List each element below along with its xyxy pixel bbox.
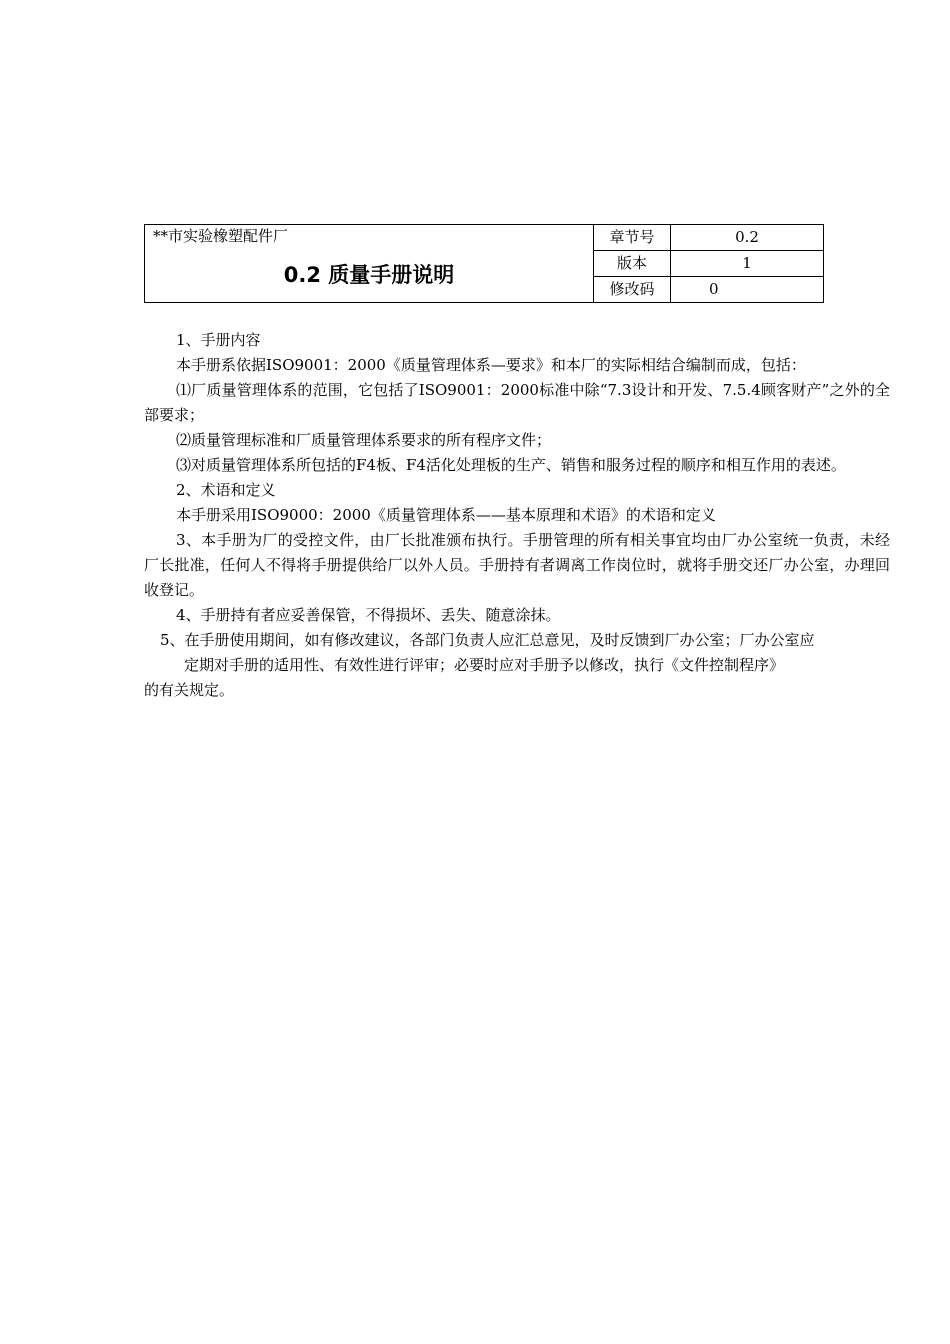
paragraph-continuation: 定期对手册的适用性、有效性进行评审；必要时应对手册予以修改，执行《文件控制程序》 <box>184 656 785 674</box>
version-label: 版本 <box>594 251 671 277</box>
revision-code-value: 0 <box>671 277 824 303</box>
paragraph: 本手册采用ISO9000：2000《质量管理体系——基本原理和术语》的术语和定义 <box>176 506 716 524</box>
document-header-table <box>144 224 824 303</box>
paragraph: 4、手册持有者应妥善保管，不得损坏、丢失、随意涂抹。 <box>176 606 561 624</box>
list-item: ⑴厂质量管理体系的范围，它包括了ISO9001：2000标准中除“7.3设计和开发、7.5.4顾客财产”之外的全部要求； <box>144 381 890 424</box>
section-heading-manual-content: 1、手册内容 <box>176 331 261 349</box>
chapter-number-value: 0.2 <box>671 225 824 251</box>
list-item: ⑶对质量管理体系所包括的F4板、F4活化处理板的生产、销售和服务过程的顺序和相互作用的表述。 <box>176 456 846 474</box>
revision-code-label: 修改码 <box>594 277 671 303</box>
paragraph: 5、在手册使用期间，如有修改建议，各部门负责人应汇总意见，及时反馈到厂办公室；厂办公室应 <box>160 631 815 649</box>
section-heading-terms: 2、术语和定义 <box>176 481 276 499</box>
paragraph: 3、本手册为厂的受控文件，由厂长批准颁布执行。手册管理的所有相关事宜均由厂办公室统一负责，未经厂长批准，任何人不得将手册提供给厂以外人员。手册持有者调离工作岗位时，就将手册交还厂办公室，办理回收登记。 <box>144 531 890 599</box>
document-body <box>144 328 890 703</box>
header-title-cell <box>145 225 594 303</box>
version-value: 1 <box>671 251 824 277</box>
organization-name: **市实验橡塑配件厂 <box>153 227 289 245</box>
chapter-number-label: 章节号 <box>594 225 671 251</box>
list-item: ⑵质量管理标准和厂质量管理体系要求的所有程序文件； <box>176 431 552 449</box>
document-title: 0.2 质量手册说明 <box>283 263 455 287</box>
paragraph: 本手册系依据ISO9001：2000《质量管理体系—要求》和本厂的实际相结合编制而成，包括： <box>176 356 806 374</box>
paragraph-continuation: 的有关规定。 <box>144 681 235 699</box>
